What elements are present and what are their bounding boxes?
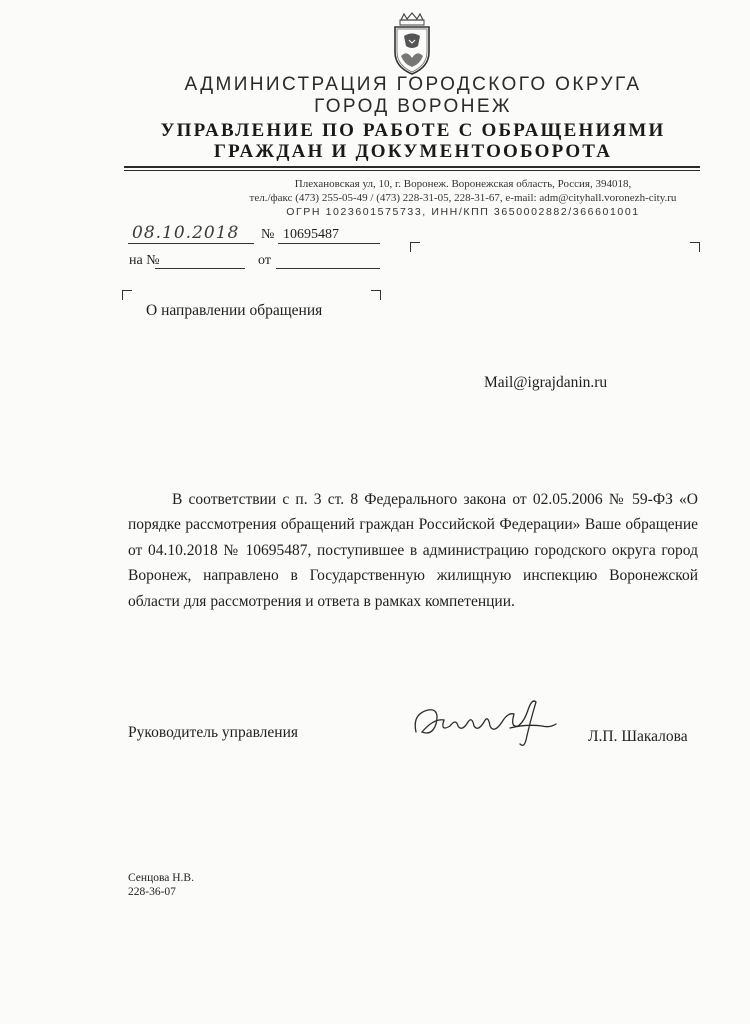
org-name-line1: АДМИНИСТРАЦИЯ ГОРОДСКОГО ОКРУГА xyxy=(184,74,642,95)
number-sign: № xyxy=(261,227,275,242)
coat-of-arms-icon xyxy=(387,12,437,76)
org-address: Плехановская ул, 10, г. Воронеж. Воронежская область, Россия, 394018, xyxy=(294,178,632,190)
date-underline xyxy=(128,243,254,244)
signatory-name: Л.П. Шакалова xyxy=(588,728,688,745)
reference-number-label: на № xyxy=(129,253,160,268)
reference-number-line xyxy=(155,268,245,269)
subject-corner-top-left xyxy=(122,290,132,300)
executor-phone: 228-36-07 xyxy=(128,886,176,898)
reference-date-line xyxy=(276,268,380,269)
reference-date-label: от xyxy=(258,253,271,268)
org-name-line2: ГОРОД ВОРОНЕЖ xyxy=(314,96,512,117)
header-rule-thick xyxy=(124,166,700,168)
org-ogrn: ОГРН 1023601575733, ИНН/КПП 3650002882/366601001 xyxy=(286,206,640,218)
org-contacts: тел./факс (473) 255-05-49 / (473) 228-31-05, 228-31-67, e-mail: adm@cityhall.voronezh-city.ru xyxy=(249,192,677,204)
header-rule-thin xyxy=(124,170,700,171)
handwritten-signature xyxy=(410,692,560,752)
registration-number: 10695487 xyxy=(283,227,339,242)
subject-corner-top-right xyxy=(371,290,381,300)
registration-date: 08.10.2018 xyxy=(132,223,240,243)
letter-body xyxy=(128,487,698,614)
number-underline xyxy=(278,243,380,244)
letter-subject: О направлении обращения xyxy=(146,302,323,319)
dept-name-line1: УПРАВЛЕНИЕ ПО РАБОТЕ С ОБРАЩЕНИЯМИ xyxy=(160,120,666,141)
recipient-email: Mail@igrajdanin.ru xyxy=(484,374,608,391)
body-paragraph: В соответствии с п. 3 ст. 8 Федерального закона от 02.05.2006 № 59-ФЗ «О порядке рассмотрения обращений граждан Российской Федерации» Ваше обращение от 04.10.2018 № 10695487, поступившее в администрацию городского округа город Воронеж, направлено в Государственную жилищную инспекцию Воронежской области для рассмотрения и ответа в рамках компетенции. xyxy=(128,491,698,610)
address-corner-top-right xyxy=(690,242,700,252)
dept-name-line2: ГРАЖДАН И ДОКУМЕНТООБОРОТА xyxy=(213,141,613,162)
address-corner-top-left xyxy=(410,242,420,252)
signatory-position: Руководитель управления xyxy=(128,724,299,741)
executor-name: Сенцова Н.В. xyxy=(128,872,194,884)
